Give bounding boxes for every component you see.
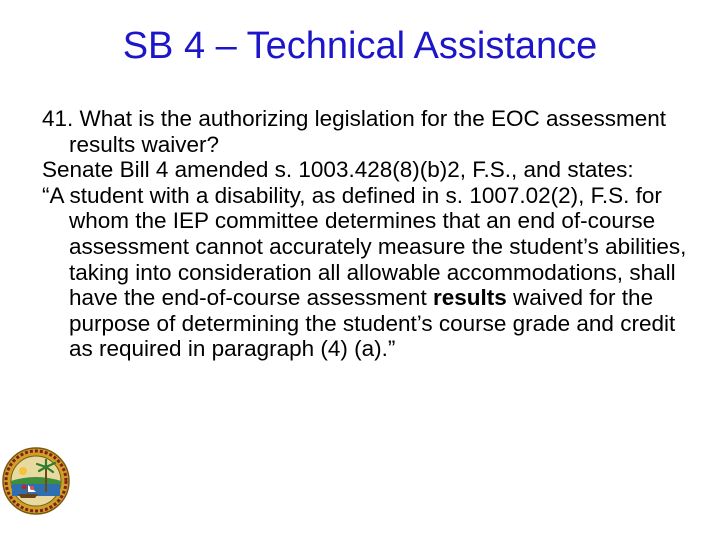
- quote-paragraph: [42, 183, 702, 362]
- quote-text-end: waived for the purpose of determining the student’s course grade and credit as required in paragraph (4) (a).”: [69, 285, 676, 362]
- statement-paragraph: Senate Bill 4 amended s. 1003.428(8)(b)2, F.S., and states:: [42, 157, 634, 183]
- question-paragraph: 41. What is the authorizing legislation for the EOC assessment results waiver?: [42, 106, 667, 157]
- state-seal-icon: [2, 447, 70, 515]
- quote-emphasis: results: [432, 285, 507, 311]
- slide-body: [42, 106, 702, 362]
- quote-text-start: “A student with a disability, as defined in s. 1007.02(2), F.S. for whom the IEP committee determines that an end of-course assessment cannot accurately measure the student’s abilities, taking into consideration all allowable accommodations, shall have the end-of-course assessment: [42, 182, 687, 311]
- slide-title: SB 4 – Technical Assistance: [122, 25, 598, 67]
